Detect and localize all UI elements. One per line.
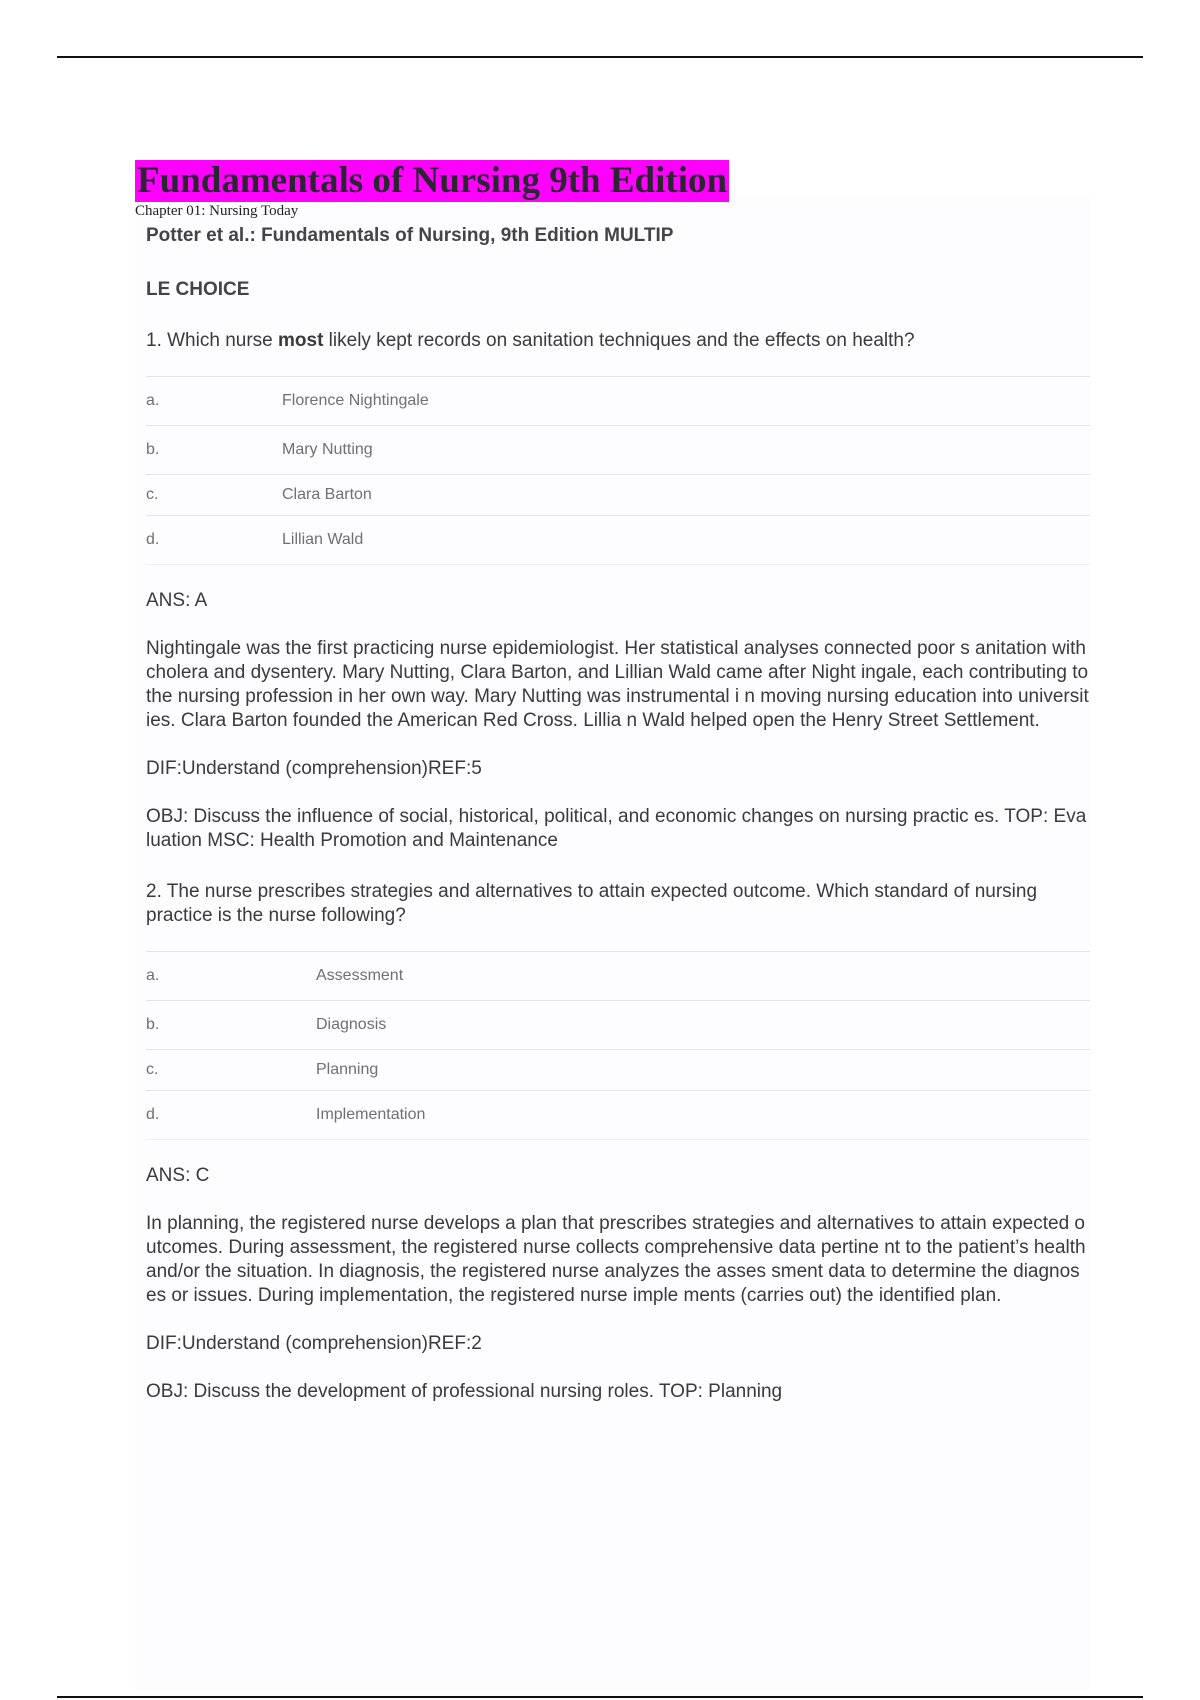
question-1-options — [146, 376, 1090, 565]
top-rule — [57, 56, 1143, 58]
option-letter: a. — [146, 392, 160, 409]
section-heading: LE CHOICE — [146, 279, 250, 300]
option-text: Clara Barton — [282, 486, 372, 503]
option-text: Diagnosis — [316, 1016, 387, 1033]
document-page — [135, 150, 1090, 1690]
question-1-objective: OBJ: Discuss the influence of social, historical, political, and economic changes on nursing practic es. TOP: Evaluation MSC: Health Promotion and Maintenance — [146, 806, 1087, 851]
option-text: Mary Nutting — [282, 441, 373, 458]
option-text: Assessment — [316, 967, 404, 984]
option-letter: b. — [146, 441, 160, 458]
option-row — [146, 515, 1090, 565]
option-text: Lillian Wald — [282, 531, 364, 548]
option-row — [146, 1090, 1090, 1140]
option-letter: b. — [146, 1016, 160, 1033]
option-row — [146, 1000, 1090, 1049]
source-heading: Potter et al.: Fundamentals of Nursing, 9th Edition MULTIP — [146, 225, 674, 246]
question-1-answer: ANS: A — [146, 590, 208, 611]
option-letter: d. — [146, 531, 160, 548]
question-1-prompt: 1. Which nurse most likely kept records on sanitation techniques and the effects on health? — [146, 330, 915, 351]
option-letter: a. — [146, 967, 160, 984]
option-text: Implementation — [316, 1106, 426, 1123]
question-2-answer: ANS: C — [146, 1165, 210, 1186]
emphasis-word: most — [278, 330, 324, 351]
option-letter: c. — [146, 486, 159, 503]
document-title: Fundamentals of Nursing 9th Edition — [137, 160, 728, 201]
question-2-objective: OBJ: Discuss the development of professional nursing roles. TOP: Planning — [146, 1381, 783, 1402]
bottom-rule — [57, 1696, 1143, 1698]
option-row — [146, 376, 1090, 425]
option-letter: c. — [146, 1061, 159, 1078]
question-2-prompt: 2. The nurse prescribes strategies and alternatives to attain expected outcome. Which standard of nursing practice is the nurse following? — [146, 881, 1038, 926]
option-text: Planning — [316, 1061, 379, 1078]
chapter-subtitle: Chapter 01: Nursing Today — [135, 203, 299, 219]
question-2-options — [146, 951, 1090, 1140]
question-2-rationale: In planning, the registered nurse develops a plan that prescribes strategies and alternatives to attain expected outcomes. During assessment, the registered nurse collects comprehensive data pertine nt to the patient’s health and/or the situation. In diagnosis, the registered nurse analyzes the asses sment data to determine the diagnoses or issues. During implementation, the registered nurse imple ments (carries out) the identified plan. — [146, 1213, 1086, 1306]
question-1-difficulty: DIF:Understand (comprehension)REF:5 — [146, 758, 482, 779]
option-row — [146, 425, 1090, 474]
option-text: Florence Nightingale — [282, 392, 429, 409]
option-row — [146, 1049, 1090, 1090]
document-content — [146, 224, 1090, 1404]
question-1-rationale: Nightingale was the first practicing nurse epidemiologist. Her statistical analyses connected poor s anitation with cholera and dysentery. Mary Nutting, Clara Barton, and Lillian Wald came after Night ingale, each contributing to the nursing profession in her own way. Mary Nutting was instrumental i n moving nursing education into universities. Clara Barton founded the American Red Cross. Lillia n Wald helped open the Henry Street Settlement. — [146, 638, 1089, 731]
question-2-difficulty: DIF:Understand (comprehension)REF:2 — [146, 1333, 482, 1354]
option-row — [146, 474, 1090, 515]
option-row — [146, 951, 1090, 1000]
option-letter: d. — [146, 1106, 160, 1123]
